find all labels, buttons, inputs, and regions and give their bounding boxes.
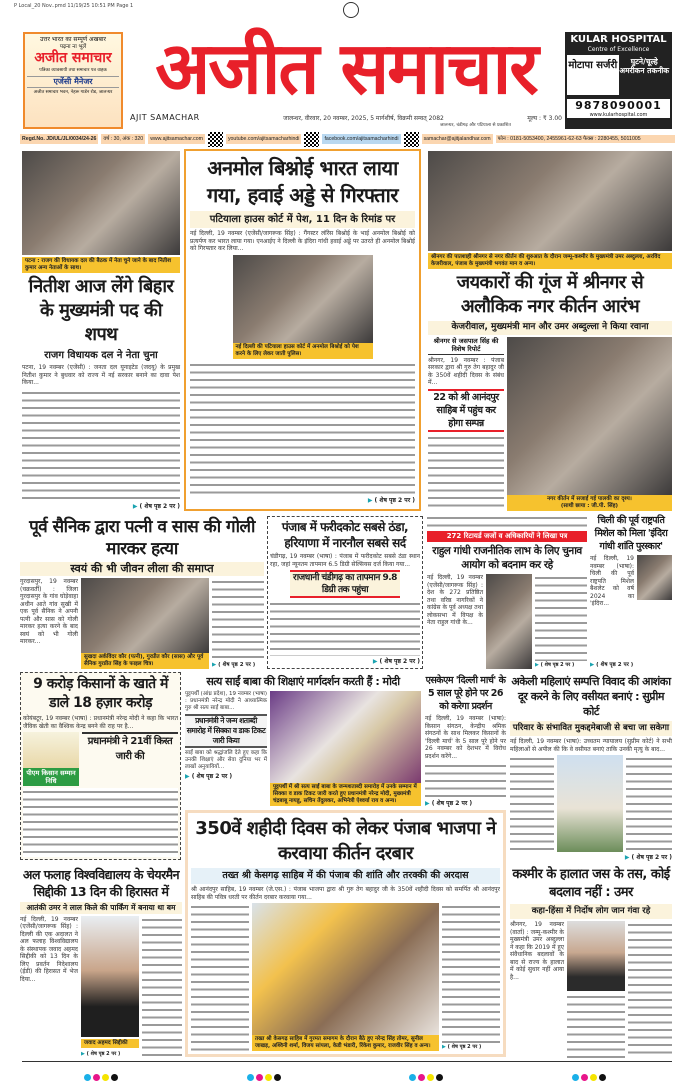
siddiqui-photo xyxy=(81,916,139,1037)
saibaba-headline: सत्य साईं बाबा की शिक्षाएं मार्गदर्शन करती हैं : मोदी xyxy=(206,675,400,688)
sc-subhead: परिवार के संभावित मुकद्दमेबाजी से बचा जा सकेगा xyxy=(510,721,672,736)
alfalah-body-col2 xyxy=(142,916,182,1058)
shaheedi-headline: 350वें शहीदी दिवस को लेकर पंजाब भाजपा ने करवाया कीर्तन दरबार xyxy=(195,818,496,864)
skm-story xyxy=(425,674,506,808)
kirtan-body-col2 xyxy=(427,514,587,529)
omar-body-col2 xyxy=(628,921,672,1058)
exsoldier-col3 xyxy=(212,578,264,669)
sc-continued[interactable]: ▶ ( शेष पृष्ठ 2 पर ) xyxy=(625,854,672,862)
nitish-subhead: राजग विधायक दल ने नेता चुना xyxy=(22,349,180,362)
editions: जालन्धर, चंडीगढ़ और पटियाला से प्रकाशित xyxy=(440,123,511,128)
kirtan-story xyxy=(428,151,672,511)
shaheedi-lower xyxy=(191,903,500,1051)
kirtan-lower xyxy=(428,337,672,511)
shaheedi-photo-caption: तख्त श्री केसगढ़ साहिब में गुरमत समागम के दौरान बैठे हुए नरेन्द्र सिंह तोमर, सुनील जाखड़, अश्विनी शर्मा, विजय सांपला, केडी भंडारी, रिंकेश कुमार, राजवीर सिंह व अन्य। xyxy=(252,1035,439,1051)
omar-lower xyxy=(510,921,672,1058)
cmyk-dots-icon xyxy=(83,1066,119,1085)
chile-continued[interactable]: ▶ ( शेष पृष्ठ 2 पर ) xyxy=(590,661,672,669)
exsoldier-continued[interactable]: ▶ ( शेष पृष्ठ 2 पर ) xyxy=(212,661,264,669)
saibaba-body2-text: साईं बाबा को श्रद्धांजलि देते हुए कहा कि उनकी शिक्षाएं और सेवा दुनिया भर में लाखों अनुयायियों... xyxy=(185,750,267,770)
anmol-photo xyxy=(233,255,373,343)
color-registration-marks xyxy=(20,1066,670,1085)
anmol-body-text: नई दिल्ली, 19 नवम्बर (एजेंसी/जागरूक सिंह) : गैंगस्टर लॉरेंस बिश्नोई के भाई अनमोल बिश्नोई को प्रत्यर्पण कर भारत लाया गया। एनआईए ने दिल्ली के इंदिरा गांधी हवाई अड्डे पर उतरते ही अनमोल बिश्नोई को गिरफ्तार कर लिया... xyxy=(190,230,415,252)
saibaba-photo-caption: पुट्टपर्थी में श्री सत्य साईं बाबा के जन्मशताब्दी समारोह में उनके सम्मान में सिक्का व डाक टिकट जारी करते हुए प्रधानमंत्री नरेन्द्र मोदी, मुख्यमंत्री चंद्रबाबू नायडू, सचिन तेंदुलकर, अभिनेत्री ऐश्वर्या राय व अन्य। xyxy=(270,783,421,806)
omar-story xyxy=(510,866,672,1058)
cold-headline: पंजाब में फरीदकोट सबसे ठंडा, हरियाणा में नारनौल सबसे सर्द xyxy=(281,520,409,550)
printer-slug: P Local_20 Nov..pmd 11/19/25 10:51 PM Page 1 xyxy=(14,3,134,9)
omar-photo-col xyxy=(567,921,625,1058)
exsoldier-photos xyxy=(81,578,209,653)
nitish-photo-caption: पटना : राजग की विधायक दल की बैठक में नेता चुने जाने के बाद नितीश कुमार अन्य नेताओं के साथ। xyxy=(22,257,180,273)
shaheedi-body xyxy=(191,903,249,1051)
shaheedi-subhead: तख्त श्री केसगढ़ साहिब में की पंजाब की शांति और तरक्की की अरदास xyxy=(191,868,500,884)
rahul-photo xyxy=(486,574,532,669)
alfalah-subhead: आतंकी उमर ने लाल किले की पार्किंग में बनाया था बम xyxy=(20,902,182,914)
sc-body-text: नई दिल्ली, 19 नवम्बर (भाषा): उच्चतम न्यायालय (सुप्रीम कोर्ट) ने सभी महिलाओं से अपील की कि वे वसीयत बनाएं ताकि उनकी मृत्यु के बाद... xyxy=(510,738,672,753)
exsoldier-headline: पूर्व सैनिक द्वारा पत्नी व सास की गोली मारकर हत्या xyxy=(29,517,255,559)
saibaba-lower xyxy=(185,691,421,806)
nitish-body-text: पटना, 19 नवम्बर (एजेंसी) : जनता दल यूनाइटेड (जदयू) के प्रमुख नितीश कुमार ने बुधवार को राज्य में नई सरकार बनाने का दावा पेश किया... xyxy=(22,364,180,386)
rahul-banner: 272 रिटायर्ड जजों व अधिकारियों ने लिखा पत्र xyxy=(427,531,587,542)
omar-photo xyxy=(567,921,625,991)
saibaba-photo xyxy=(270,691,421,783)
sc-body-col3 xyxy=(626,755,672,852)
dateline-row xyxy=(130,113,562,122)
anmol-body xyxy=(190,361,415,496)
rahul-body xyxy=(535,574,587,661)
registration-mark-icon xyxy=(343,2,359,18)
english-name: AJIT SAMACHAR xyxy=(130,113,200,122)
palki-caption-box xyxy=(507,495,672,511)
omar-body-text: श्रीनगर, 19 नवम्बर (वार्ता) : जम्मू-कश्मीर के मुख्यमंत्री उमर अब्दुल्ला ने कहा कि 2019 में हुए संवैधानिक बदलावों के बाद से राज्य के हालात में कोई सुधार नहीं आया है... xyxy=(510,921,564,981)
left-ad-line4: एजेंसी मैनेजर xyxy=(27,76,119,88)
nitish-headline: नितीश आज लेंगे बिहार के मुख्यमंत्री पद की शपथ xyxy=(28,276,174,345)
chile-headline: चिली की पूर्व राष्ट्रपति मिशेल को मिला 'इंदिरा गांधी शांति पुरस्कार' xyxy=(594,515,668,552)
anmol-box xyxy=(184,149,421,511)
alfalah-headline: अल फलाह विश्वविद्यालय के चेयरमैन सिद्दीकी 13 दिन की हिरासत में xyxy=(22,867,180,899)
skm-continued[interactable]: ▶ ( शेष पृष्ठ 2 पर ) xyxy=(425,800,506,808)
chile-photo xyxy=(637,555,672,600)
sc-body xyxy=(510,755,554,852)
nitish-photo xyxy=(22,151,180,255)
ad-surgery: मोटापा सर्जरी xyxy=(567,55,619,95)
cold-body xyxy=(270,600,420,656)
ad-knee: घुटने/चूल्हे अमरीकन तकनीक xyxy=(619,57,670,76)
sc-lower xyxy=(510,755,672,852)
cmyk-dots-icon xyxy=(571,1066,607,1085)
anmol-photo-caption: नई दिल्ली की पटियाला हाउस कोर्ट में अनमोल बिश्नोई को पेश करने के लिए लेकर जाती पुलिस। xyxy=(233,343,373,359)
farmer-illustration xyxy=(23,732,79,768)
left-ad-line1: उत्तर भारत का सम्पूर्ण अखबार xyxy=(40,36,106,43)
qr-code-icon xyxy=(304,132,319,147)
cold-body-text: चंडीगढ़, 19 नवम्बर (भाषा) : पंजाब में फरीदकोट सबसे ठंडा स्थान रहा, जहां न्यूनतम तापमान 6.5 डिग्री सेल्सियस दर्ज किया गया... xyxy=(270,553,420,568)
left-ad-line5: अजीत समाचार भवन, नेहरू गार्डन रोड, जालन्धर xyxy=(33,89,113,95)
kirtan-photo xyxy=(428,151,672,251)
volume: वर्ष : 30, अंक : 320 xyxy=(101,134,145,145)
website-link[interactable]: www.ajitsamachar.com xyxy=(148,134,205,145)
sc-headline: अकेली महिलाएं सम्पत्ति विवाद की आशंका दूर करने के लिए वसीयत बनाएं : सुप्रीम कोर्ट xyxy=(511,675,671,718)
exsoldier-body xyxy=(212,578,264,661)
anmol-subhead: पटियाला हाउस कोर्ट में पेश, 11 दिन के रिमांड पर xyxy=(190,211,415,228)
omar-headline: कश्मीर के हालात जस के तस, कोई बदलाव नहीं : उमर xyxy=(512,867,670,900)
chile-story xyxy=(590,514,672,669)
shaheedi-continued[interactable]: ▶ ( शेष पृष्ठ 2 पर ) xyxy=(442,1043,500,1051)
cmyk-dots-icon xyxy=(246,1066,282,1085)
exsoldier-subhead: स्वयं की भी जीवन लीला की समाप्त xyxy=(20,562,264,576)
siddiqui-caption: जवाद अहमद सिद्दीकी xyxy=(81,1039,139,1048)
email-link[interactable]: samachar@ajitjalandhar.com xyxy=(422,134,493,145)
exsoldier-photo-caption: सुखदा अर्कविंदर कौर (पत्नी), गुरप्रीत कौर (सास) और पूर्व सैनिक गुरप्रीत सिंह के फाइल चित्र। xyxy=(81,653,209,669)
skm-body-text: नई दिल्ली, 19 नवम्बर (भाषा): किसान संगठन, केन्द्रीय श्रमिक संगठनों के साथ मिलकर किसानों के 'दिल्ली मार्च' के 5 साल पूरे होने पर 26 नवम्बर को देशभर में विरोध प्रदर्शन करेंगे... xyxy=(425,715,506,760)
alfalah-continued[interactable]: ▶ ( शेष पृष्ठ 2 पर ) xyxy=(81,1050,139,1058)
rahul-body-text: नई दिल्ली, 19 नवम्बर (एजेंसी/जागरूक सिंह) : देश के 272 प्रतिष्ठित तथा वरिष्ठ नागरिकों ने कांग्रेस के पूर्व अध्यक्ष तथा लोकसभा में विपक्ष के नेता राहुल गांधी के... xyxy=(427,574,484,626)
exsoldier-lower xyxy=(20,578,264,669)
rahul-story xyxy=(427,514,587,669)
kirtan-report-byline: श्रीनगर से जसपाल सिंह की विशेष रिपोर्ट xyxy=(428,337,504,355)
rahul-continued[interactable]: ▶ ( शेष पृष्ठ 2 पर ) xyxy=(535,661,587,669)
kirtan-headline: जयकारों की गूंज में श्रीनगर से अलौकिक नगर कीर्तन आरंभ xyxy=(456,272,644,317)
kirtan-photo-caption: श्रीनगर की पातशाही श्रीनगर से नगर कीर्तन की शुरुआत के दौरान जम्मू-कश्मीर के मुख्यमंत्री उमर अब्दुल्ला, अरविंद केजरीवाल, पंजाब के मुख्यमंत्री भगवंत मान व अन्य। xyxy=(428,253,672,269)
footer-rule xyxy=(22,1061,672,1062)
shaheedi-photo xyxy=(252,903,439,1035)
supreme-court-photo xyxy=(557,755,623,852)
kisan-body xyxy=(23,788,178,857)
omar-subhead: कहा-हिंसा में निर्दोष लोग जान गंवा रहे xyxy=(510,904,672,919)
hospital-phone: 9878090001 xyxy=(567,99,670,112)
shaheedi-body-col3 xyxy=(442,903,500,1043)
skm-headline: एसकेएम 'दिल्ली मार्च' के 5 साल पूरे होने पर 26 को करेगा प्रदर्शन xyxy=(425,675,506,712)
nitish-continued[interactable]: ▶ ( शेष पृष्ठ 2 पर ) xyxy=(133,503,180,511)
youtube-link[interactable]: youtube.com/ajitsamacharhindi xyxy=(226,134,302,145)
phone-fax: फोन : 0181-5053400, 2455961-62-63 फैक्स : 2280455, 5011005 xyxy=(496,135,675,144)
skm-body xyxy=(425,762,506,798)
qr-code-icon xyxy=(404,132,419,147)
left-ad-brand: अजीत समाचार xyxy=(34,50,112,67)
cold-continued[interactable]: ▶ ( शेष पृष्ठ 2 पर ) xyxy=(373,658,420,666)
hospital-tagline: Centre of Excellence xyxy=(587,46,650,53)
exsoldier-story xyxy=(20,516,264,669)
right-ad xyxy=(565,32,672,129)
qr-code-icon xyxy=(208,132,223,147)
kisan-middle xyxy=(23,732,178,786)
kirtan-body-text: श्रीनगर, 19 नवम्बर : पंजाब सरकार द्वारा श्री गुरु तेग बहादुर जी के 350वें शहीदी दिवस के संबंध में... xyxy=(428,356,504,387)
rahul-col3 xyxy=(535,574,587,669)
saibaba-continued[interactable]: ▶ ( शेष पृष्ठ 2 पर ) xyxy=(185,773,267,781)
left-ad xyxy=(23,32,123,129)
saibaba-story xyxy=(185,674,421,806)
exsoldier-photo-col xyxy=(81,578,209,669)
masthead-title: अजीत समाचार xyxy=(155,26,537,110)
palki-photo-caption: नगर कीर्तन में सजाई गई पालकी का दृश्य। xyxy=(547,496,632,502)
left-ad-line2: पढ़ना ना भूलें xyxy=(59,43,87,50)
saibaba-body-text: पुट्टपर्थी (आंध्र प्रदेश), 19 नवम्बर (भाषा) : प्रधानमंत्री नरेन्द्र मोदी ने आध्यात्मिक गुरु श्री सत्य साईं बाबा... xyxy=(185,691,267,711)
shaheedi-box xyxy=(185,810,506,1057)
alfalah-body-text: नई दिल्ली, 19 नवम्बर (एजेंसी/जागरूक सिंह) : दिल्ली की एक अदालत ने अल फलाह विश्वविद्यालय के संस्थापक जवाद अहमद सिद्दीकी को 13 दिन के लिए प्रवर्तन निदेशालय (ईडी) की हिरासत में भेज दिया... xyxy=(20,915,78,983)
cold-box-headline: राजधानी चंडीगढ़ का तापमान 9.8 डिग्री तक पहुंचा xyxy=(290,570,400,598)
exsoldier-body-text: गुरदासपुर, 19 नवम्बर (चक्रवर्ती) : जिला गुरदासपुर के गांव घोड़ेवाहा अधीन आते गांव सुखी में एक पूर्व सैनिक ने अपनी पत्नी और सास को गोली मारकर हत्या करने के बाद स्वयं को भी गोली मारकर... xyxy=(20,578,78,646)
kisan-badge: पीएम किसान सम्मान निधि xyxy=(23,768,79,786)
omar-body-col3 xyxy=(567,993,625,1058)
dateline: जालन्धर, वीरवार, 20 नवम्बर, 2025, 5 मार्गशीर्ष, विक्रमी सम्वत् 2082 xyxy=(283,115,444,122)
kisan-body-text: कोयंबटूर, 19 नवम्बर (भाषा) : प्रधानमंत्री नरेन्द्र मोदी ने कहा कि भारत जैविक खेती का वैश्विक केन्द्र बनने की राह पर है... xyxy=(23,715,178,730)
kisan-headline: 9 करोड़ किसानों के खाते में डाले 18 हज़ार करोड़ xyxy=(33,676,168,711)
kirtan-report-col xyxy=(428,337,504,511)
reg-no: Regd.No. JD/UL/JL/0034/24-26 xyxy=(20,134,98,145)
chile-body-text: नई दिल्ली, 19 नवम्बर (भाषा): चिली की पूर्व राष्ट्रपति मिशेल बैशलेट को वर्ष 2024 का 'इंदिरा... xyxy=(590,555,634,607)
kisan-subhead: प्रधानमंत्री ने 21वीं किस्त जारी की xyxy=(82,732,178,786)
anmol-continued[interactable]: ▶ ( शेष पृष्ठ 2 पर ) xyxy=(368,497,415,505)
cmyk-dots-icon xyxy=(408,1066,444,1085)
nitish-body xyxy=(22,389,180,502)
rahul-lower xyxy=(427,574,587,669)
kirtan-body xyxy=(428,434,504,511)
shaheedi-col3 xyxy=(442,903,500,1051)
cold-box xyxy=(267,516,423,669)
facebook-link[interactable]: facebook.com/ajitsamacharhindi xyxy=(322,134,400,145)
kirtan-subhead: केजरीवाल, मुख्यमंत्री मान और उमर अब्दुल्ला ने किया रवाना xyxy=(428,321,672,335)
alfalah-story xyxy=(20,866,182,1058)
shaheedi-body-text: श्री आनंदपुर साहिब, 19 नवम्बर (जे.एस.) : पंजाब भाजपा द्वारा श्री गुरु तेग बहादुर जी के 350वें शहीदी दिवस को समर्पित श्री आनंदपुर साहिब की पवित्र धरती पर कीर्तन दरबार करवाया गया... xyxy=(191,886,500,901)
sc-story xyxy=(510,674,672,862)
saibaba-photo-col xyxy=(270,691,421,806)
left-ad-line3: पत्रिका व्यावसायी तथा समाचार पत्र वाहक xyxy=(39,67,107,73)
price: मूल्य : ₹ 3.00 xyxy=(527,115,562,122)
hospital-web: www.kularhospital.com xyxy=(567,112,670,118)
kisan-illustration-col xyxy=(23,732,79,786)
kirtan-side-headline: 22 को श्री आनंदपुर साहिब में पहुंच कर होगा सम्पन्न xyxy=(428,389,504,432)
palki-photo-col xyxy=(507,337,672,511)
palki-photo xyxy=(507,337,672,495)
palki-photo-credit: (साथी छाया : जी.पी. सिंह) xyxy=(560,503,619,509)
info-bar xyxy=(20,130,675,148)
anmol-headline: अनमोल बिश्नोई भारत लाया गया, हवाई अड्डे से गिरफ्तार xyxy=(206,156,399,207)
rahul-headline: राहुल गांधी राजनीतिक लाभ के लिए चुनाव आयोग को बदनाम कर रहे xyxy=(432,545,582,571)
chile-lower xyxy=(590,555,672,659)
siddiqui-photo-col xyxy=(81,916,139,1058)
nitish-story xyxy=(22,151,180,511)
alfalah-lower xyxy=(20,916,182,1058)
saibaba-box-headline: प्रधानमंत्री ने जन्म शताब्दी समारोह में सिक्का व डाक टिकट जारी किया xyxy=(185,714,267,748)
saibaba-text-col xyxy=(185,691,267,806)
hospital-name: KULAR HOSPITAL xyxy=(570,34,667,45)
shaheedi-photo-col xyxy=(252,903,439,1051)
anmol-photo-block xyxy=(233,255,373,359)
kisan-box xyxy=(20,672,181,860)
